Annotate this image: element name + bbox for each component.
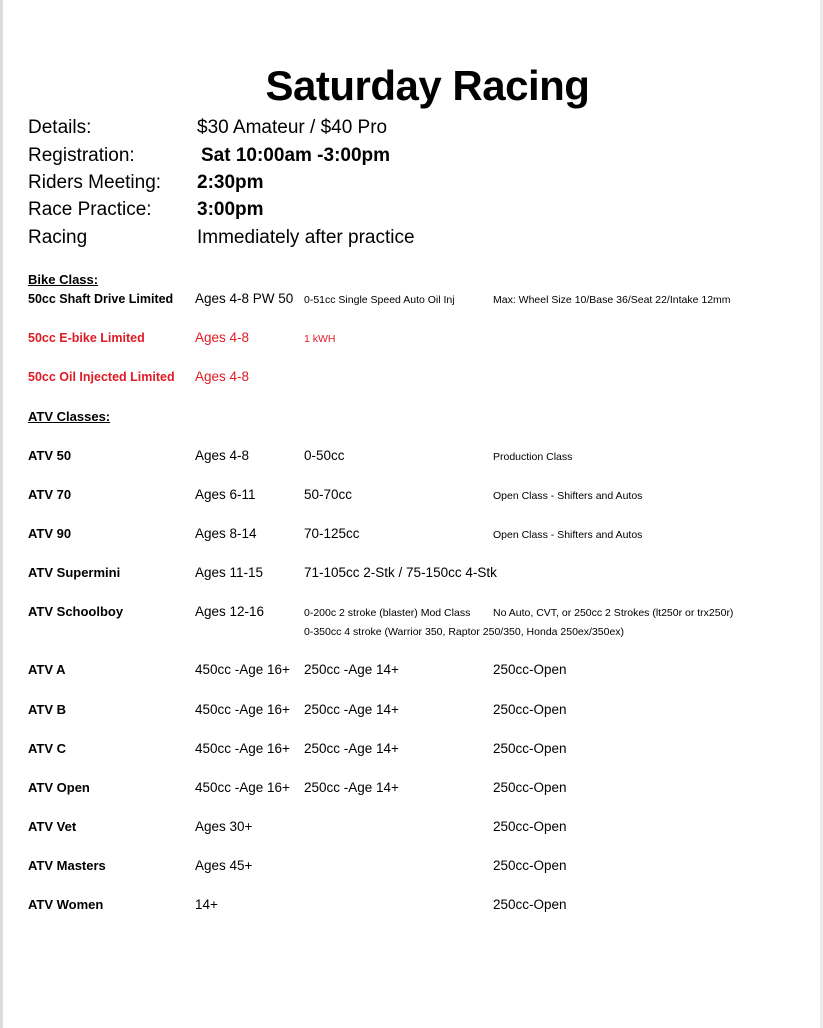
bike-class-row bbox=[0, 329, 823, 351]
atv-class-row bbox=[0, 603, 823, 625]
atv-class-row bbox=[0, 701, 823, 723]
class-note: Open Class - Shifters and Autos bbox=[493, 490, 643, 502]
class-ages: Ages 4-8 PW 50 bbox=[195, 291, 294, 306]
class-cc: 0-51cc Single Speed Auto Oil Inj bbox=[304, 294, 455, 306]
racing-value: Immediately after practice bbox=[197, 227, 415, 248]
class-note: 250cc-Open bbox=[493, 858, 567, 873]
class-ages: Ages 4-8 bbox=[195, 330, 250, 345]
atv-class-row bbox=[0, 525, 823, 547]
class-cc: 71-105cc 2-Stk / 75-150cc 4-Stk bbox=[304, 565, 497, 580]
class-name: ATV B bbox=[28, 702, 67, 717]
class-note: Open Class - Shifters and Autos bbox=[493, 529, 643, 541]
class-name: ATV 70 bbox=[28, 487, 72, 502]
class-ages: 450cc -Age 16+ bbox=[195, 662, 290, 677]
class-name: 50cc E-bike Limited bbox=[28, 331, 145, 345]
atv-class-row bbox=[0, 564, 823, 586]
bike-class-row bbox=[0, 368, 823, 390]
class-cc: 0-50cc bbox=[304, 448, 345, 463]
riders-meeting-value: 2:30pm bbox=[197, 172, 264, 193]
details-label: Details: bbox=[28, 117, 92, 138]
class-ages: Ages 12-16 bbox=[195, 604, 265, 619]
class-name: ATV Women bbox=[28, 897, 104, 912]
class-cc: 250cc -Age 14+ bbox=[304, 662, 399, 677]
atv-classes-heading: ATV Classes: bbox=[28, 409, 111, 424]
class-name: ATV 90 bbox=[28, 526, 72, 541]
atv-class-row bbox=[0, 486, 823, 508]
class-cc: 70-125cc bbox=[304, 526, 360, 541]
class-note: Production Class bbox=[493, 451, 573, 463]
class-name: ATV Schoolboy bbox=[28, 604, 124, 619]
class-note: 250cc-Open bbox=[493, 819, 567, 834]
class-cc-line2: 0-350cc 4 stroke (Warrior 350, Raptor 250/350, Honda 250ex/350ex) bbox=[304, 626, 625, 638]
class-note: 250cc-Open bbox=[493, 702, 567, 717]
atv-class-row bbox=[0, 779, 823, 801]
class-ages: Ages 11-15 bbox=[195, 565, 264, 580]
atv-class-row bbox=[0, 896, 823, 918]
racing-label: Racing bbox=[28, 227, 88, 248]
class-note: 250cc-Open bbox=[493, 780, 567, 795]
class-note: 250cc-Open bbox=[493, 662, 567, 677]
class-ages: Ages 45+ bbox=[195, 858, 253, 873]
class-note: Max: Wheel Size 10/Base 36/Seat 22/Intake 12mm bbox=[493, 294, 731, 306]
class-ages: Ages 4-8 bbox=[195, 369, 250, 384]
class-name: 50cc Oil Injected Limited bbox=[28, 370, 175, 384]
class-ages: 14+ bbox=[195, 897, 218, 912]
class-name: ATV Supermini bbox=[28, 565, 121, 580]
class-ages: 450cc -Age 16+ bbox=[195, 741, 290, 756]
class-ages: 450cc -Age 16+ bbox=[195, 780, 290, 795]
class-cc: 0-200c 2 stroke (blaster) Mod Class bbox=[304, 607, 471, 619]
class-note: 250cc-Open bbox=[493, 897, 567, 912]
class-note: 250cc-Open bbox=[493, 741, 567, 756]
atv-class-row bbox=[0, 740, 823, 762]
class-name: ATV Open bbox=[28, 780, 90, 795]
bike-class-heading: Bike Class: bbox=[28, 272, 99, 287]
race-practice-value: 3:00pm bbox=[197, 199, 264, 220]
details-value: $30 Amateur / $40 Pro bbox=[197, 117, 388, 138]
registration-label: Registration: bbox=[28, 145, 135, 166]
bike-class-row bbox=[0, 290, 823, 312]
class-ages: 450cc -Age 16+ bbox=[195, 702, 290, 717]
class-cc: 250cc -Age 14+ bbox=[304, 702, 399, 717]
class-cc: 1 kWH bbox=[304, 333, 336, 345]
class-name: ATV Masters bbox=[28, 858, 106, 873]
class-name: ATV A bbox=[28, 662, 66, 677]
class-name: ATV Vet bbox=[28, 819, 77, 834]
riders-meeting-label: Riders Meeting: bbox=[28, 172, 162, 193]
class-ages: Ages 30+ bbox=[195, 819, 253, 834]
class-ages: Ages 4-8 bbox=[195, 448, 250, 463]
class-cc: 250cc -Age 14+ bbox=[304, 741, 399, 756]
atv-class-row bbox=[0, 447, 823, 469]
class-note: No Auto, CVT, or 250cc 2 Strokes (lt250r or trx250r) bbox=[493, 607, 734, 619]
class-ages: Ages 8-14 bbox=[195, 526, 257, 541]
class-cc: 50-70cc bbox=[304, 487, 353, 502]
race-practice-label: Race Practice: bbox=[28, 199, 152, 220]
class-name: 50cc Shaft Drive Limited bbox=[28, 292, 174, 306]
class-name: ATV 50 bbox=[28, 448, 72, 463]
registration-value: Sat 10:00am -3:00pm bbox=[201, 145, 391, 166]
class-ages: Ages 6-11 bbox=[195, 487, 256, 502]
class-name: ATV C bbox=[28, 741, 67, 756]
atv-class-row bbox=[0, 857, 823, 879]
class-cc: 250cc -Age 14+ bbox=[304, 780, 399, 795]
atv-class-row bbox=[0, 818, 823, 840]
page-title: Saturday Racing bbox=[265, 62, 590, 109]
atv-class-row bbox=[0, 661, 823, 683]
